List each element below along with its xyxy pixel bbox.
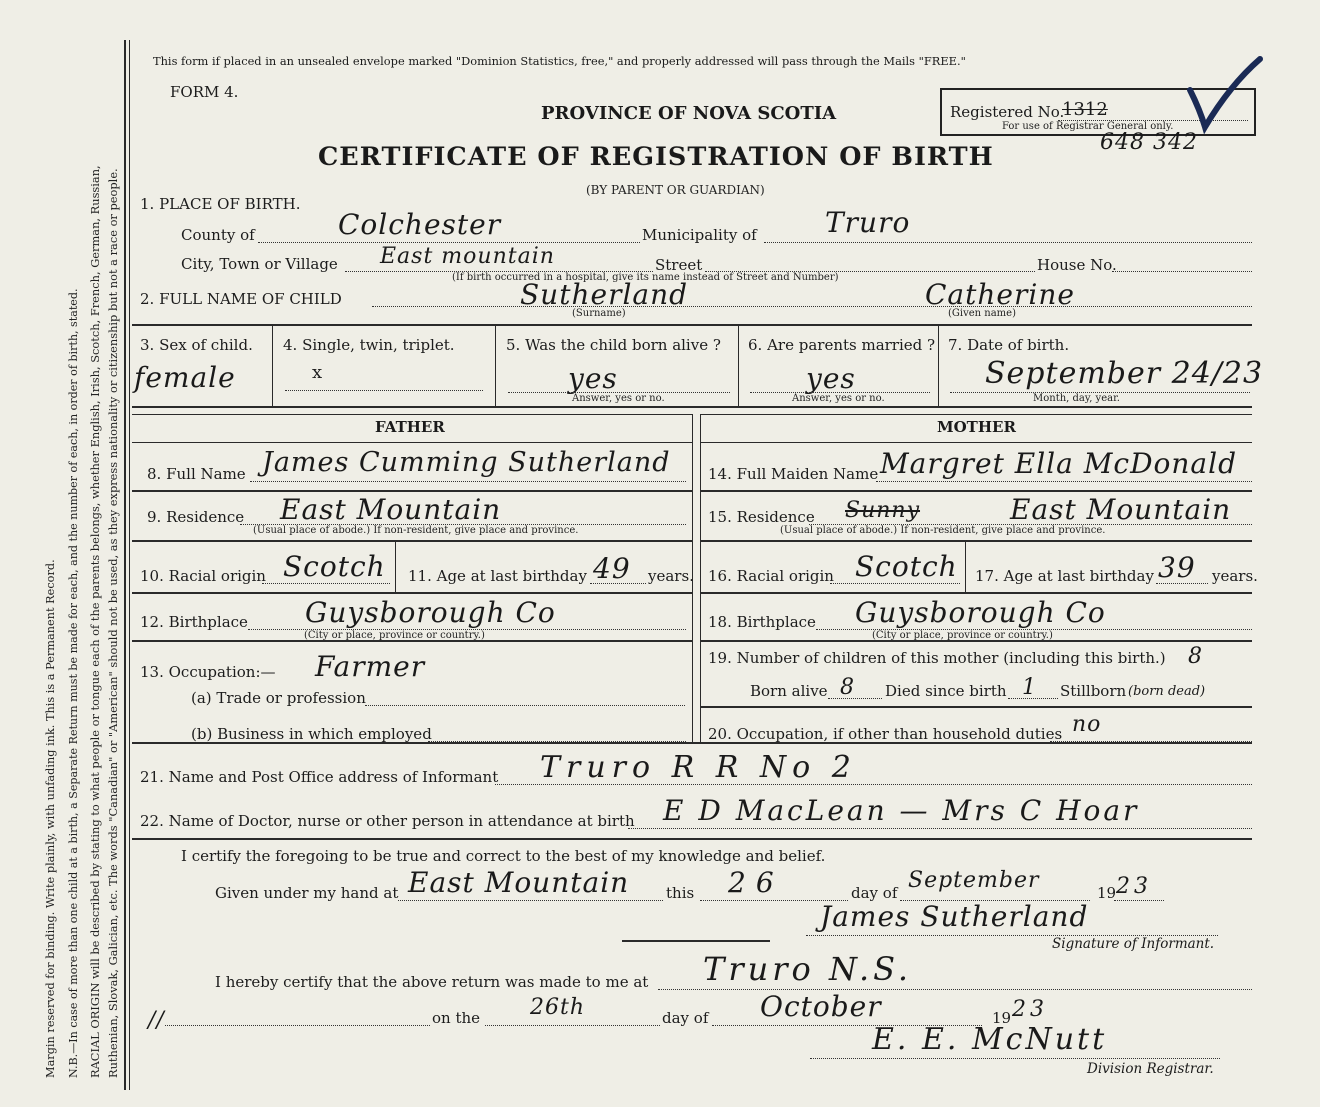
mail-note: This form if placed in an unsealed envelope marked "Dominion Statistics, free," and properly addressed will pass through the Mails "FREE." — [153, 54, 966, 68]
certificate-title: CERTIFICATE OF REGISTRATION OF BIRTH — [318, 142, 994, 172]
born-alive-value: yes — [568, 362, 618, 395]
year-prefix: 19 — [1097, 884, 1117, 902]
hospital-note: (If birth occurred in a hospital, give its name instead of Street and Number) — [452, 272, 839, 283]
sex-label: 3. Sex of child. — [140, 336, 253, 354]
father-occupation-label: 13. Occupation:— — [140, 663, 276, 681]
mother-racial-label: 16. Racial origin — [708, 567, 834, 585]
child-surname: Sutherland — [520, 278, 689, 311]
on-the-label: on the — [432, 1009, 481, 1027]
day-value: 26 — [728, 866, 784, 899]
certify-text: I certify the foregoing to be true and correct to the best of my knowledge and belief. — [181, 847, 826, 865]
margin-note-1: Margin reserved for binding. Write plainly, with unfading ink. This is a Permanent Record. — [44, 559, 57, 1078]
signature-caption: Signature of Informant. — [1052, 936, 1215, 952]
born-alive-count-value: 8 — [840, 675, 855, 700]
check-mark-icon — [1185, 55, 1265, 135]
given-caption: (Given name) — [948, 308, 1016, 319]
born-alive-caption: Answer, yes or no. — [572, 393, 665, 404]
date-of-birth-label: 7. Date of birth. — [948, 336, 1070, 354]
given-label: Given under my hand at — [215, 884, 399, 902]
father-occupation-value: Farmer — [315, 650, 426, 683]
month-value: September — [908, 868, 1040, 893]
mother-children-label: 19. Number of children of this mother (including this birth.) — [708, 649, 1166, 667]
mother-residence-value: East Mountain — [1010, 493, 1232, 526]
place-of-birth-label: 1. PLACE OF BIRTH. — [140, 195, 301, 213]
date-of-birth-caption: Month, day, year. — [1033, 393, 1120, 404]
surname-caption: (Surname) — [572, 308, 626, 319]
given-place: East Mountain — [408, 866, 630, 899]
mother-residence-struck: Sunny — [845, 498, 921, 523]
doctor-label: 22. Name of Doctor, nurse or other person in attendance at birth — [140, 812, 635, 830]
informant-value: Truro R R No 2 — [540, 750, 857, 785]
binding-line — [124, 40, 126, 1090]
reg-year-value: 23 — [1012, 997, 1048, 1022]
reg-day-value: 26th — [530, 995, 586, 1020]
mother-occupation-value: no — [1072, 712, 1102, 737]
mother-children-value: 8 — [1188, 644, 1203, 669]
father-name-label: 8. Full Name — [147, 465, 246, 483]
mother-racial-value: Scotch — [855, 550, 958, 583]
child-given-name: Catherine — [925, 278, 1075, 311]
registrar-tick: // — [148, 1008, 165, 1033]
year-value: 23 — [1116, 874, 1152, 899]
father-name-value: James Cumming Sutherland — [262, 447, 671, 478]
mother-occupation-label: 20. Occupation, if other than household duties — [708, 725, 1063, 743]
mother-residence-label: 15. Residence — [708, 508, 815, 526]
father-age-value: 49 — [593, 552, 631, 585]
mother-birthplace-label: 18. Birthplace — [708, 613, 816, 631]
doctor-value: E D MacLean — Mrs C Hoar — [663, 794, 1140, 827]
informant-label: 21. Name and Post Office address of Informant — [140, 768, 499, 786]
reg-month-value: October — [760, 990, 882, 1023]
stillborn-note: (born dead) — [1128, 684, 1206, 699]
father-racial-value: Scotch — [283, 550, 386, 583]
father-trade-label: (a) Trade or profession — [191, 689, 366, 707]
mother-age-unit: years. — [1212, 567, 1258, 585]
father-birthplace-value: Guysborough Co — [305, 596, 556, 629]
father-residence-caption: (Usual place of abode.) If non-resident, give place and province. — [253, 525, 579, 536]
house-label: House No. — [1037, 256, 1117, 274]
father-racial-label: 10. Racial origin — [140, 567, 266, 585]
parents-married-value: yes — [806, 362, 856, 395]
binding-line-2 — [129, 40, 130, 1090]
stillborn-label: Stillborn — [1060, 682, 1127, 700]
mother-name-label: 14. Full Maiden Name — [708, 465, 879, 483]
child-name-label: 2. FULL NAME OF CHILD — [140, 290, 342, 308]
born-alive-label: 5. Was the child born alive ? — [506, 336, 721, 354]
certificate-subtitle: (BY PARENT OR GUARDIAN) — [586, 183, 765, 197]
registered-value: 1312 — [1062, 99, 1108, 120]
mother-birthplace-caption: (City or place, province or country.) — [872, 630, 1053, 641]
county-value: Colchester — [338, 208, 502, 241]
died-since-birth-value: 1 — [1022, 675, 1037, 700]
father-birthplace-label: 12. Birthplace — [140, 613, 248, 631]
mother-name-value: Margret Ella McDonald — [880, 447, 1237, 480]
parents-married-caption: Answer, yes or no. — [792, 393, 885, 404]
reg-year-prefix: 19 — [992, 1009, 1012, 1027]
day-of-label: day of — [851, 884, 898, 902]
father-residence-label: 9. Residence — [147, 508, 245, 526]
street-label: Street — [655, 256, 703, 274]
registrar-place: Truro N.S. — [703, 950, 913, 988]
mother-heading: MOTHER — [937, 418, 1016, 436]
city-label: City, Town or Village — [181, 255, 338, 273]
mother-age-label: 17. Age at last birthday — [975, 567, 1154, 585]
registered-handwritten: 648 342 — [1100, 130, 1198, 155]
form-number: FORM 4. — [170, 83, 239, 101]
county-label: County of — [181, 226, 255, 244]
reg-day-of-label: day of — [662, 1009, 709, 1027]
mother-age-value: 39 — [1158, 551, 1196, 584]
father-birthplace-caption: (City or place, province or country.) — [304, 630, 485, 641]
father-age-unit: years. — [648, 567, 694, 585]
registered-label: Registered No. — [950, 103, 1065, 121]
died-since-birth-label: Died since birth — [885, 682, 1007, 700]
born-alive-count-label: Born alive — [750, 682, 828, 700]
mother-birthplace-value: Guysborough Co — [855, 596, 1106, 629]
father-age-label: 11. Age at last birthday — [408, 567, 587, 585]
single-twin-value: x — [312, 362, 323, 383]
margin-note-4: Ruthenian, Slovak, Galician, etc. The words "Canadian" or "American" should not be used, as they express nationality or citizenship but not a race or people. — [106, 168, 120, 1078]
margin-note-2: N.B.—In case of more than one child at a birth, a Separate Return must be made for each, and the number of each, in order of birth, stated. — [67, 288, 80, 1078]
father-residence-value: East Mountain — [280, 493, 502, 526]
this-label: this — [666, 884, 695, 902]
municipality-value: Truro — [825, 206, 911, 239]
municipality-label: Municipality of — [642, 226, 757, 244]
registrar-caption: Division Registrar. — [1087, 1061, 1214, 1077]
city-value: East mountain — [380, 244, 555, 269]
father-heading: FATHER — [375, 418, 445, 436]
date-of-birth-value: September 24/23 — [985, 356, 1264, 391]
province-heading: PROVINCE OF NOVA SCOTIA — [541, 103, 837, 124]
registrar-text: I hereby certify that the above return was made to me at — [215, 973, 649, 991]
margin-note-3: RACIAL ORIGIN will be described by stating to what people or tongue each of the parents belongs, whether English, Irish, Scotch, French, German, Russian, — [88, 165, 102, 1078]
registrar-signature: E. E. McNutt — [872, 1022, 1108, 1057]
parents-married-label: 6. Are parents married ? — [748, 336, 936, 354]
informant-signature: James Sutherland — [820, 900, 1089, 933]
father-business-label: (b) Business in which employed — [191, 725, 432, 743]
mother-residence-caption: (Usual place of abode.) If non-resident, give place and province. — [780, 525, 1106, 536]
sex-value: female — [134, 361, 236, 394]
registrar-note: For use of Registrar General only. — [1002, 121, 1174, 132]
single-twin-label: 4. Single, twin, triplet. — [283, 336, 455, 354]
